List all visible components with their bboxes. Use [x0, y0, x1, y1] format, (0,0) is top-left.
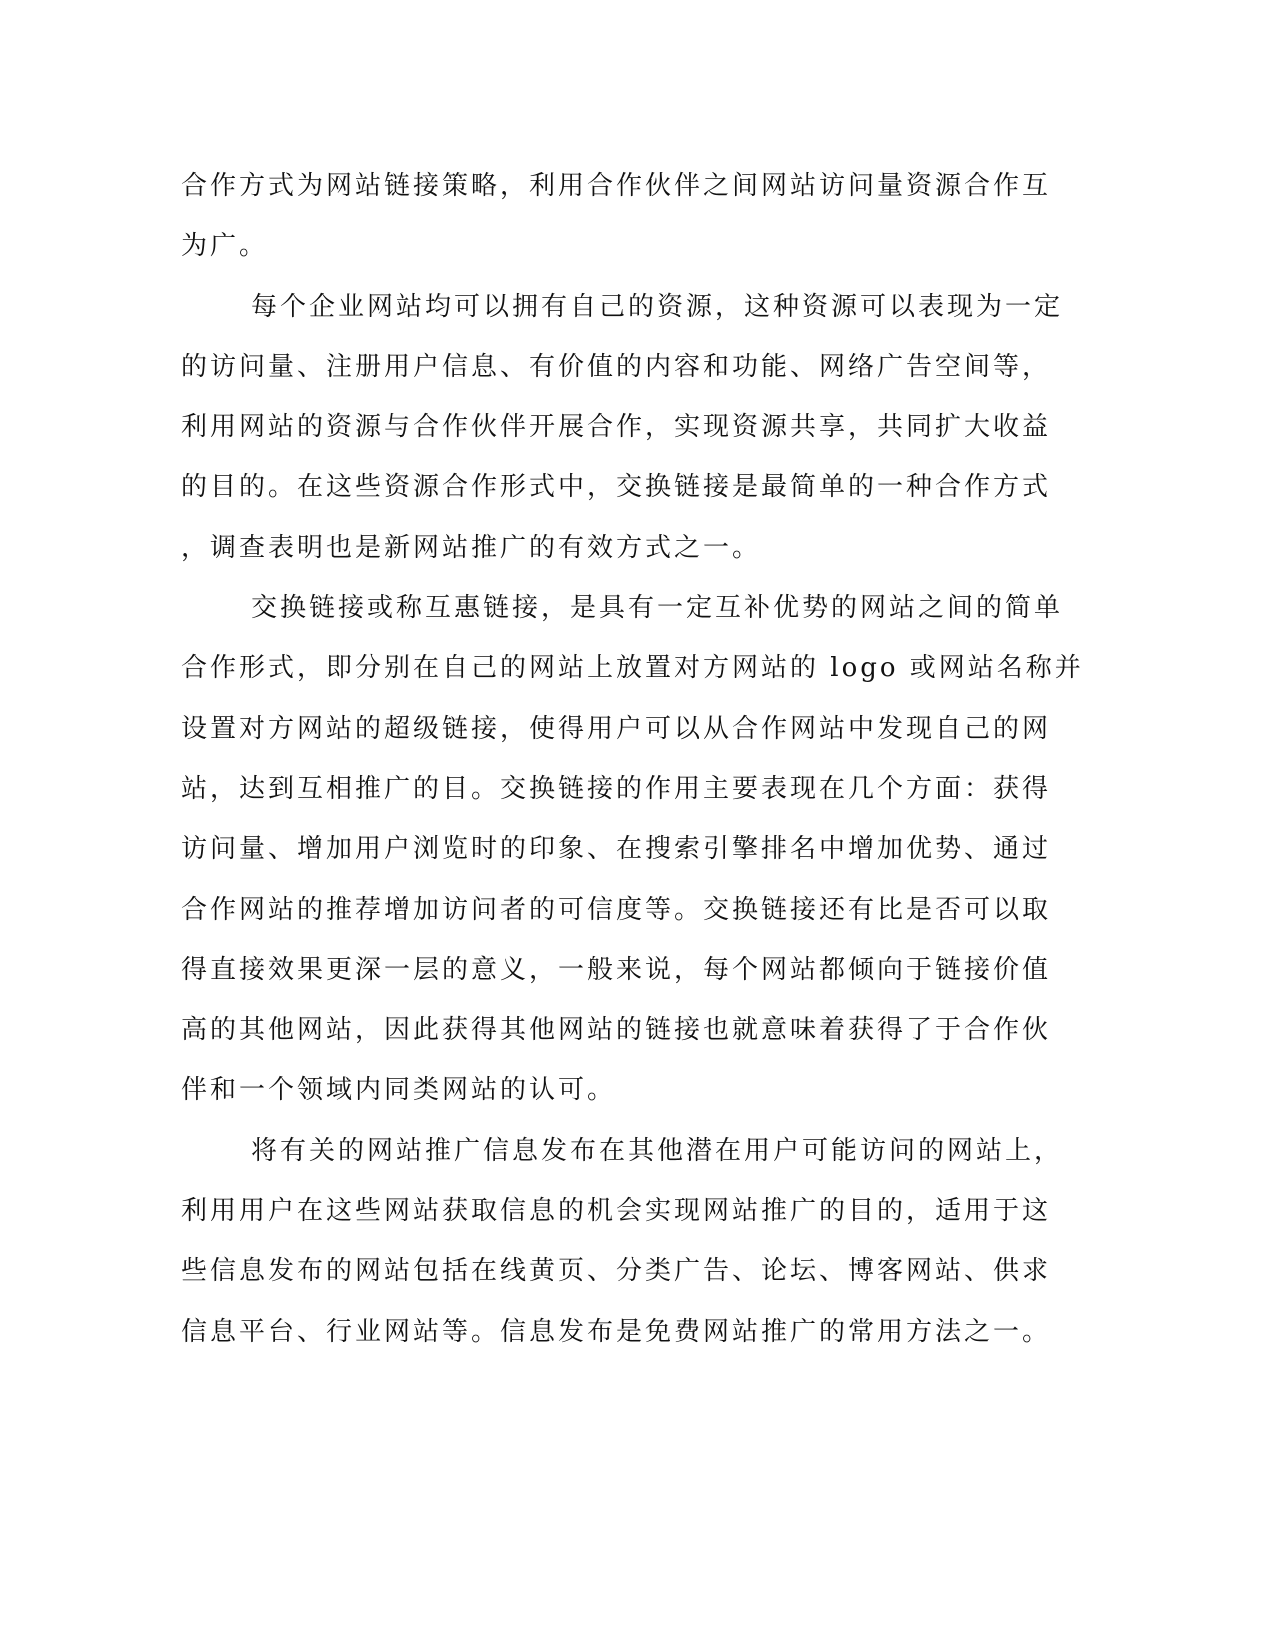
text-line: 利用网站的资源与合作伙伴开展合作，实现资源共享，共同扩大收益 — [181, 412, 1052, 443]
paragraph-start-line: 将有关的网站推广信息发布在其他潜在用户可能访问的网站上， — [251, 1135, 1064, 1166]
paragraph-start-line: 交换链接或称互惠链接，是具有一定互补优势的网站之间的简单 — [251, 593, 1064, 624]
text-line: 高的其他网站，因此获得其他网站的链接也就意味着获得了于合作伙 — [181, 1015, 1052, 1046]
text-line: 些信息发布的网站包括在线黄页、分类广告、论坛、博客网站、供求 — [181, 1256, 1052, 1287]
text-line: 为广。 — [181, 231, 269, 262]
text-line: 的目的。在这些资源合作形式中，交换链接是最简单的一种合作方式 — [181, 472, 1052, 503]
text-line: 合作网站的推荐增加访问者的可信度等。交换链接还有比是否可以取 — [181, 894, 1052, 925]
text-line: 利用用户在这些网站获取信息的机会实现网站推广的目的，适用于这 — [181, 1196, 1052, 1227]
text-line: 访问量、增加用户浏览时的印象、在搜索引擎排名中增加优势、通过 — [181, 834, 1052, 865]
text-line: 站，达到互相推广的目。交换链接的作用主要表现在几个方面：获得 — [181, 773, 1052, 804]
body-text — [181, 156, 1084, 1362]
text-line: 合作形式，即分别在自己的网站上放置对方网站的 logo 或网站名称并 — [181, 653, 1084, 684]
text-line: 合作方式为网站链接策略，利用合作伙伴之间网站访问量资源合作互 — [181, 171, 1052, 201]
text-line: 设置对方网站的超级链接，使得用户可以从合作网站中发现自己的网 — [181, 713, 1052, 744]
text-line: 信息平台、行业网站等。信息发布是免费网站推广的常用方法之一。 — [181, 1316, 1052, 1347]
text-line: 的访问量、注册用户信息、有价值的内容和功能、网络广告空间等， — [181, 351, 1052, 382]
paragraph-start-line: 每个企业网站均可以拥有自己的资源，这种资源可以表现为一定 — [251, 291, 1064, 322]
text-line: 得直接效果更深一层的意义，一般来说，每个网站都倾向于链接价值 — [181, 954, 1052, 985]
text-line: ，调查表明也是新网站推广的有效方式之一。 — [181, 532, 762, 563]
text-line: 伴和一个领域内同类网站的认可。 — [181, 1075, 617, 1106]
